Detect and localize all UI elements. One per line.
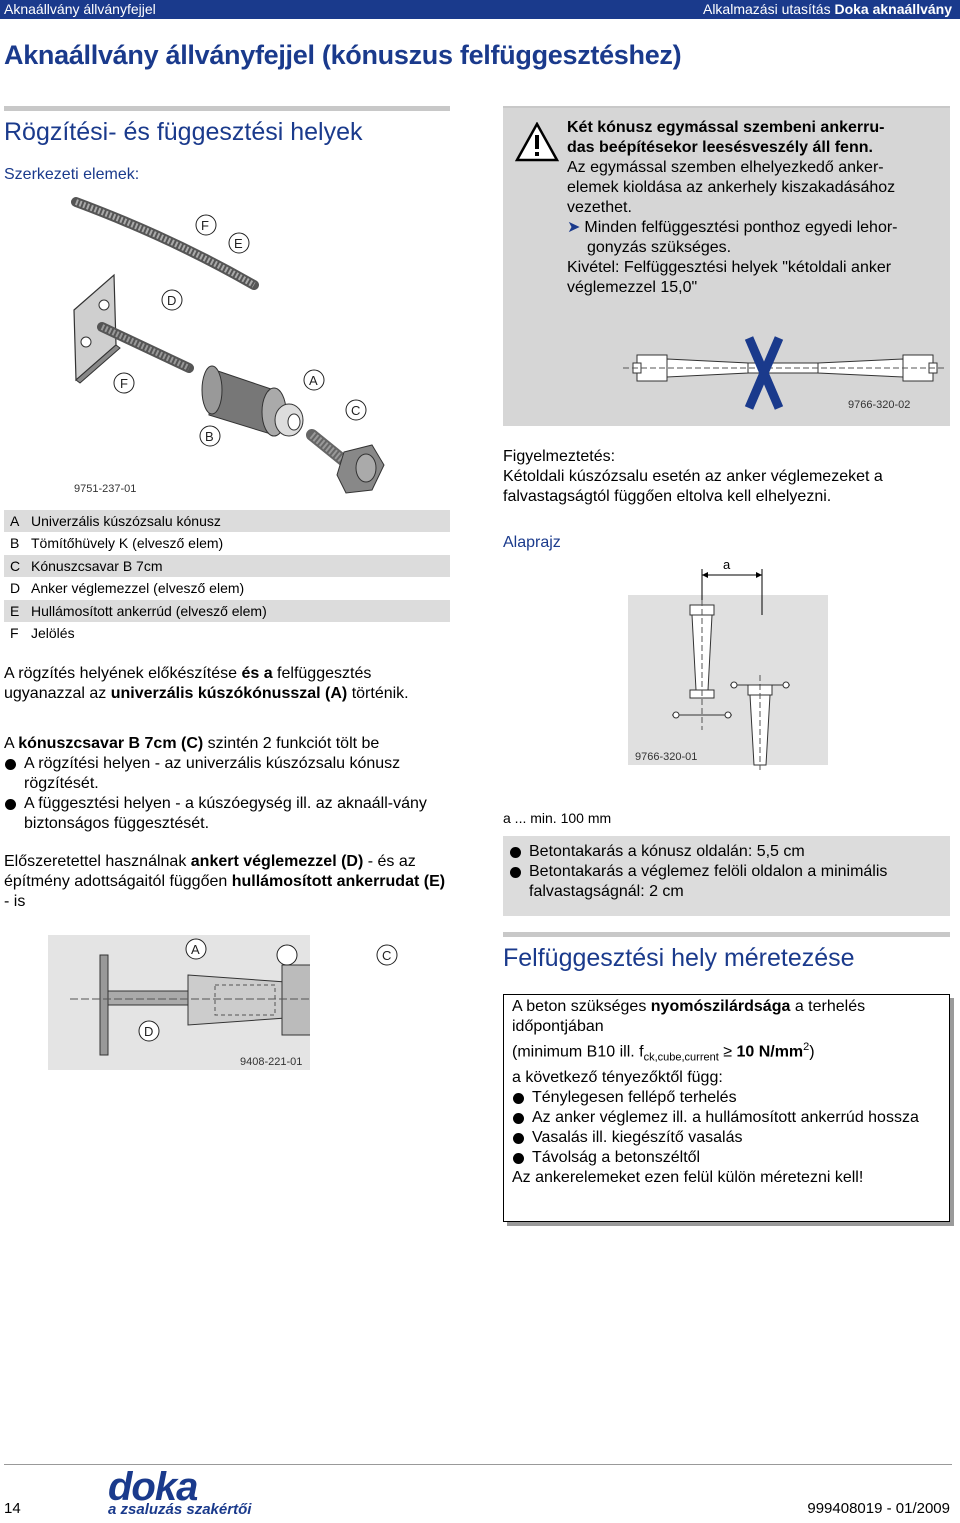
- bullet-item: Betontakarás a kónusz oldalán: 5,5 cm: [509, 842, 944, 862]
- document-number: 999408019 - 01/2009: [807, 1500, 950, 1517]
- sizing-frame: A beton szükséges nyomószilárdsága a terhelés időpontjában (minimum B10 ill. $f_{ck,cube,current} \ge 10$ $N/mm^2$) a következő tényezőktől függ: Ténylegesen fellépő terhelés Az anker véglemez ill. a hullámosított ankerrúd hossza Vasalás ill. kiegészítő vasalás Távolság a betonszéltől Az ankerelemeket ezen felül külön méretezni kell!: [503, 994, 950, 1222]
- sizing-closing-note: Az ankerelemeket ezen felül külön méretezni kell!: [512, 1168, 864, 1186]
- bullet-item: Ténylegesen fellépő terhelés: [512, 1088, 941, 1108]
- page-title: Aknaállvány állványfejjel (kónuszus felfüggesztéshez): [4, 40, 682, 70]
- floorplan-title: Alaprajz: [503, 534, 561, 551]
- page-number: 14: [4, 1500, 21, 1517]
- warning-line: Kivétel: Felfüggesztési helyek "kétoldali anker: [567, 259, 892, 276]
- legend-row: D Anker véglemezzel (elvesző elem): [4, 578, 450, 601]
- notice-text: Kétoldali kúszózsalu esetén az anker véglemezeket a falvastagságtól függően eltolva kell elhelyezni.: [503, 468, 883, 505]
- legend-row: E Hullámosított ankerrúd (elvesző elem): [4, 600, 450, 623]
- paragraph-anchors: Előszeretettel használnak ankert véglemezzel (D) - és az építmény adottságaitól függően hullámosított ankerrudat (E) - is: [4, 853, 446, 910]
- components-legend: [4, 510, 450, 645]
- legend-row: A Univerzális kúszózsalu kónusz: [4, 510, 450, 533]
- page-header: [0, 0, 960, 19]
- floorplan-dim-label: a: [723, 557, 731, 572]
- section-rule-sizing: [503, 932, 950, 937]
- header-left-title: Aknaállvány állványfejjel: [4, 1, 156, 17]
- section-title-sizing: Felfüggesztési hely méretezése: [503, 944, 855, 972]
- bullet-item: A függesztési helyen - a kúszóegység ill. az aknaáll-vány biztonságos függesztését.: [4, 794, 450, 834]
- logo-tagline: a zsaluzás szakértői: [108, 1501, 252, 1518]
- fig1-letter-c: C: [351, 403, 361, 418]
- warning-line: véglemezzel 15,0": [567, 279, 698, 296]
- section-title-anchoring: Rögzítési- és függesztési helyek: [4, 118, 363, 146]
- warning-triangle-icon: [515, 122, 559, 162]
- bullet-item: Az anker véglemez ill. a hullámosított ankerrúd hossza: [512, 1108, 941, 1128]
- floorplan-figure: [620, 555, 830, 770]
- warning-line: gonyzás szükséges.: [587, 239, 732, 256]
- legend-row: C Kónuszcsavar B 7cm: [4, 555, 450, 578]
- notice: [503, 447, 950, 507]
- bullet-item: Vasalás ill. kiegészítő vasalás: [512, 1128, 941, 1148]
- fig3-letter-c: C: [382, 948, 392, 963]
- concrete-cover-box: [503, 836, 950, 916]
- fig1-letter-f-bottom: F: [120, 376, 128, 391]
- floorplan-code: 9766-320-01: [635, 751, 698, 763]
- warning-text: [567, 118, 947, 298]
- fig1-letter-d: D: [167, 293, 177, 308]
- fig3-letter-a: A: [191, 942, 200, 957]
- fig-double-cone-code: 9766-320-02: [848, 399, 911, 411]
- fig1-letter-a: A: [309, 373, 318, 388]
- components-label: Szerkezeti elemek:: [4, 166, 140, 183]
- warning-line: vezethet.: [567, 199, 632, 216]
- warning-box: [503, 108, 950, 426]
- fig3-code: 9408-221-01: [240, 1056, 303, 1068]
- warning-line: das beépítésekor leesésveszély áll fenn.: [567, 139, 873, 156]
- doka-logo: doka: [108, 1465, 198, 1509]
- header-right-title: Alkalmazási utasítás Doka aknaállvány: [702, 1, 952, 17]
- fig1-letter-f-top: F: [201, 218, 209, 233]
- bullet-item: Betontakarás a véglemez felöli oldalon a minimális falvastagságnál: 2 cm: [509, 862, 944, 902]
- section-rule-left: [4, 106, 450, 111]
- warning-line: Az egymással szemben elhelyezkedő anker-: [567, 159, 884, 176]
- assembly-figure: [40, 935, 310, 1075]
- fig1-code: 9751-237-01: [74, 483, 137, 495]
- warning-line: Két kónusz egymással szembeni ankerru-: [567, 119, 885, 136]
- fig1-letter-b: B: [205, 429, 214, 444]
- components-figure: [4, 190, 450, 500]
- floorplan-min-note: a ... min. 100 mm: [503, 810, 612, 826]
- assembly-figure-label-c: [375, 943, 399, 967]
- fig1-letter-e: E: [234, 236, 243, 251]
- arrow-right-icon: ➤: [567, 219, 581, 236]
- bullet-item: Távolság a betonszéltől: [512, 1148, 941, 1168]
- paragraph-cone-bolt: A kónuszcsavar B 7cm (C) szintén 2 funkciót tölt be A rögzítési helyen - az univerzális kúszózsalu kónusz rögzítését. A függesztési helyen - a kúszóegység ill. az aknaáll-vány biztonságos függesztését.: [4, 734, 450, 834]
- legend-row: B Tömítőhüvely K (elvesző elem): [4, 533, 450, 556]
- notice-title: Figyelmeztetés:: [503, 448, 616, 465]
- bullet-item: A rögzítési helyen - az univerzális kúszózsalu kónusz rögzítését.: [4, 754, 450, 794]
- warning-instruction: ➤ Minden felfüggesztési ponthoz egyedi lehor-: [567, 219, 898, 236]
- double-cone-figure: [623, 333, 953, 418]
- fig3-letter-d: D: [144, 1024, 154, 1039]
- legend-row: F Jelölés: [4, 623, 450, 646]
- warning-line: elemek kioldása az ankerhely kiszakadásához: [567, 179, 896, 196]
- paragraph-preparation: A rögzítés helyének előkészítése és a felfüggesztés ugyanazzal az univerzális kúszókónusszal (A) történik.: [4, 665, 409, 702]
